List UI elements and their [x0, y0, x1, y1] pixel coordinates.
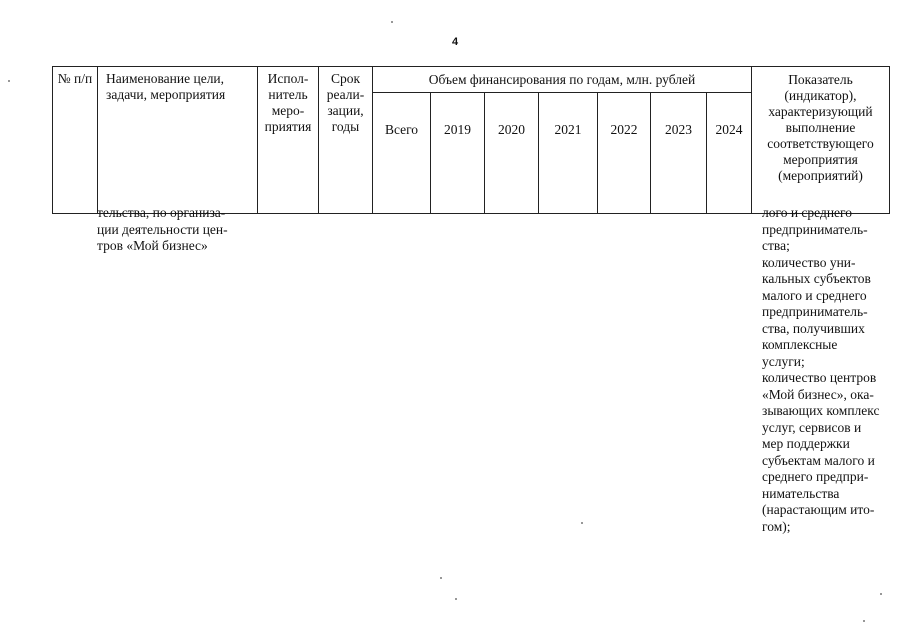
text-line: (нарастающим ито- [762, 502, 875, 517]
scan-speck [440, 577, 442, 579]
header-executor: Испол-нитель меро-приятия [258, 67, 319, 214]
header-term: Срок реали-зации, годы [319, 67, 373, 214]
text-line: предприниматель- [762, 221, 868, 237]
text-line: предприниматель- [762, 304, 868, 319]
text-line: нимательства [762, 485, 840, 501]
text-line: услуги; [762, 353, 805, 369]
header-name: Наименование цели, задачи, мероприятия [98, 67, 258, 214]
text-line: комплексные [762, 337, 838, 352]
text-line: кальных субъектов [762, 271, 871, 286]
text-line: «Мой бизнес», ока- [762, 386, 874, 402]
text-line: тров «Мой бизнес» [97, 238, 208, 253]
scan-speck [455, 598, 457, 600]
header-funding: Объем финансирования по годам, млн. рублей [373, 67, 752, 93]
text-line: зывающих комплекс [762, 403, 880, 418]
header-year-2021: 2021 [539, 93, 598, 214]
text-line: среднего предпри- [762, 469, 869, 484]
indicator-text [762, 205, 895, 535]
header-indicator: Показатель (индикатор), характеризующий выполнение соответствующего мероприятия (мероприятий) [752, 67, 890, 214]
text-line: ции деятельности цен- [97, 221, 228, 237]
scan-speck [880, 593, 882, 595]
table-header [52, 66, 890, 214]
header-year-2024: 2024 [707, 93, 752, 214]
header-year-2019: 2019 [431, 93, 485, 214]
page-number: 4 [452, 36, 459, 48]
text-line: ства, получивших [762, 320, 865, 336]
header-year-2022: 2022 [598, 93, 651, 214]
text-line: субъектам малого и [762, 452, 875, 468]
scan-speck [863, 620, 865, 622]
text-line: малого и среднего [762, 287, 867, 303]
text-line: лого и среднего [762, 205, 853, 220]
header-number: № п/п [53, 67, 98, 214]
scan-speck [581, 522, 583, 524]
text-line: тельства, по организа- [97, 205, 226, 220]
text-line: мер поддержки [762, 436, 850, 451]
text-line: количество уни- [762, 254, 856, 270]
scan-speck [8, 80, 10, 82]
text-line: ства; [762, 238, 790, 253]
text-line: услуг, сервисов и [762, 419, 862, 435]
header-year-2023: 2023 [651, 93, 707, 214]
text-line: количество центров [762, 370, 877, 385]
activity-name-text [97, 205, 255, 255]
scan-speck [391, 21, 393, 23]
header-total: Всего [373, 93, 431, 214]
header-year-2020: 2020 [485, 93, 539, 214]
text-line: гом); [762, 518, 791, 534]
